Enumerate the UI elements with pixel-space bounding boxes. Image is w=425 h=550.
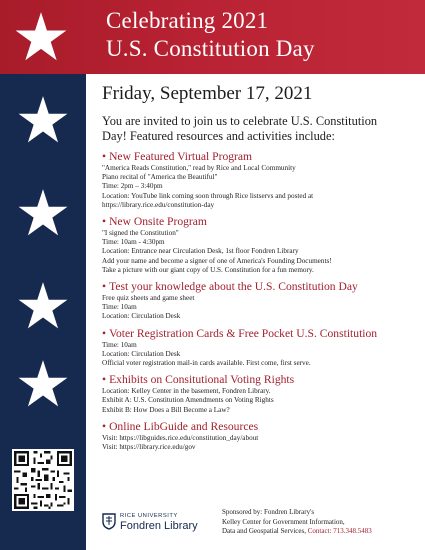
section-line: Official voter registration mail-in cards available. First come, first serve. [102, 359, 311, 368]
event-content [102, 82, 418, 457]
section-heading-text: Voter Registration Cards & Free Pocket U.S. Constitution [109, 326, 378, 340]
bullet-icon: • [102, 373, 107, 387]
section-line: "America Reads Constitution," read by Rice and Local Community [102, 164, 296, 172]
section-onsite-program [102, 215, 418, 275]
logo-university: RICE UNIVERSITY [120, 513, 178, 519]
section-line: "I signed the Constitution" [102, 229, 179, 238]
section-virtual-program [102, 150, 418, 210]
page-title [106, 7, 315, 63]
bullet-icon: • [102, 215, 107, 229]
section-line: Location: YouTube link coming soon through Rice listservs and posted at [102, 191, 314, 200]
bullet-icon: • [102, 419, 107, 433]
section-link[interactable]: https://library.rice.edu/constitution-day [102, 200, 215, 209]
sponsor-line-text: Data and Geospatial Services, [222, 527, 306, 535]
contact-label: Contact: [307, 527, 332, 535]
section-heading-text: New Featured Virtual Program [109, 150, 253, 163]
section-link[interactable]: Visit: https://library.rice.edu/gov [102, 443, 196, 452]
section-knowledge-quiz [102, 280, 418, 322]
section-line: Time: 10am - 4:30pm [102, 238, 165, 247]
section-line: Location: Entrance near Circulation Desk, 1st floor Fondren Library [102, 247, 299, 256]
section-heading [102, 215, 418, 229]
event-date: Friday, September 17, 2021 [102, 83, 313, 104]
section-line: Location: Kelley Center in the basement, Fondren Library. [102, 387, 271, 396]
section-heading [102, 150, 418, 164]
sponsor-line [222, 527, 422, 537]
star-icon [17, 280, 69, 332]
sponsor-line: Sponsored by: Fondren Library's [222, 508, 315, 516]
section-online-resources [102, 420, 418, 452]
footer [102, 506, 418, 546]
intro-line-1: You are invited to join us to celebrate U.S. Constitution [102, 114, 378, 128]
section-link[interactable]: Visit: https://libguides.rice.edu/constitution_day/about [102, 433, 259, 442]
section-voter-registration [102, 327, 418, 369]
rice-shield-icon [102, 513, 116, 530]
intro-line-2: Day! Featured resources and activities include: [102, 129, 335, 143]
section-heading [102, 420, 418, 434]
page-title-line-2: U.S. Constitution Day [106, 36, 315, 61]
section-heading [102, 280, 418, 294]
section-line: Location: Circulation Desk [102, 312, 181, 321]
star-icon [17, 94, 69, 146]
section-line: Time: 2pm – 3:40pm [102, 182, 163, 191]
section-exhibits [102, 373, 418, 415]
section-line: Add your name and become a signer of one of America's Founding Documents! [102, 256, 332, 265]
page-title-line-1: Celebrating 2021 [106, 8, 269, 33]
intro-text [102, 114, 418, 144]
section-line: Location: Circulation Desk [102, 349, 181, 358]
sponsor-block [222, 508, 422, 537]
star-icon [17, 187, 69, 239]
section-heading [102, 373, 418, 387]
bullet-icon: • [102, 150, 107, 163]
rice-fondren-logo [102, 510, 212, 540]
section-line: Exhibit B: How Does a Bill Become a Law? [102, 405, 230, 414]
section-heading-text: New Onsite Program [109, 215, 207, 229]
logo-library: Fondren Library [120, 520, 198, 532]
section-line: Free quiz sheets and game sheet [102, 294, 195, 303]
section-line: Time: 10am [102, 303, 137, 312]
section-heading-text: Test your knowledge about the U.S. Constitution Day [109, 280, 358, 294]
star-icon [14, 10, 68, 64]
section-heading-text: Online LibGuide and Resources [109, 419, 259, 433]
bullet-icon: • [102, 280, 107, 294]
sponsor-line: Kelley Center for Government Information, [222, 517, 345, 526]
contact-phone[interactable]: 713.348.5483 [333, 527, 372, 535]
bullet-icon: • [102, 326, 107, 340]
section-line: Piano recital of "America the Beautiful" [102, 173, 218, 182]
section-heading-text: Exhibits on Consitutional Voting Rights [109, 373, 295, 387]
section-heading [102, 327, 418, 341]
qr-code-icon[interactable] [12, 449, 74, 511]
star-icon [17, 358, 69, 410]
section-line: Time: 10am [102, 340, 137, 349]
section-line: Exhibit A: U.S. Constitution Amendments on Voting Rights [102, 396, 274, 405]
title-banner [0, 0, 425, 74]
section-line: Take a picture with our giant copy of U.S. Constitution for a fun memory. [102, 265, 314, 274]
